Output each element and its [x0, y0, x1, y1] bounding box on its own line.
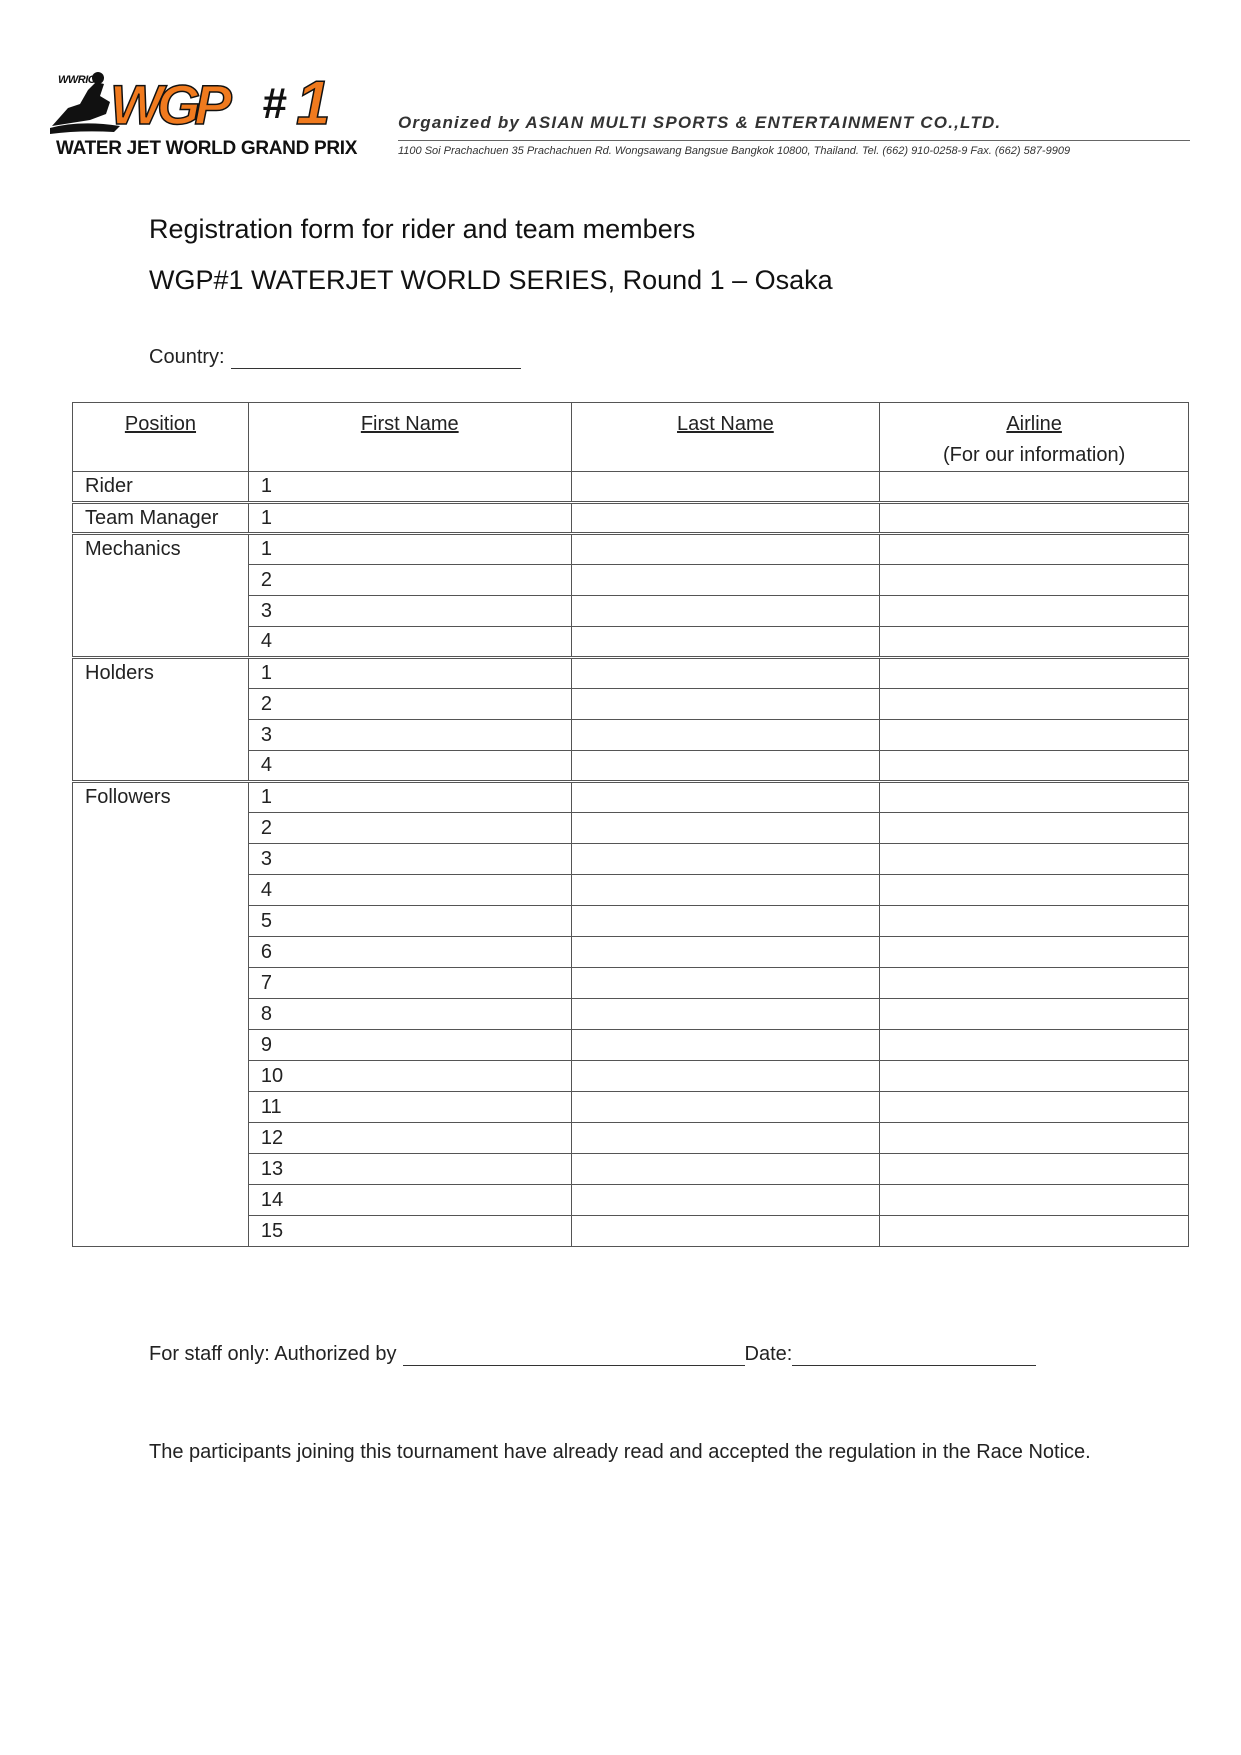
- airline-cell[interactable]: [880, 1030, 1189, 1061]
- first-name-cell[interactable]: 3: [248, 596, 571, 627]
- event-subtitle: WGP#1 WATERJET WORLD SERIES, Round 1 – Osaka: [149, 265, 833, 295]
- first-name-cell[interactable]: 9: [248, 1030, 571, 1061]
- first-name-cell[interactable]: 1: [248, 658, 571, 689]
- table-row: [73, 658, 1189, 689]
- last-name-cell[interactable]: [571, 875, 880, 906]
- first-name-cell[interactable]: 15: [248, 1216, 571, 1247]
- first-name-cell[interactable]: 6: [248, 937, 571, 968]
- first-name-cell[interactable]: 4: [248, 875, 571, 906]
- last-name-cell[interactable]: [571, 751, 880, 782]
- position-cell: Team Manager: [73, 503, 249, 534]
- airline-cell[interactable]: [880, 782, 1189, 813]
- header-divider: [398, 140, 1190, 141]
- airline-cell[interactable]: [880, 813, 1189, 844]
- last-name-cell[interactable]: [571, 999, 880, 1030]
- svg-text:1: 1: [296, 69, 331, 138]
- last-name-cell[interactable]: [571, 627, 880, 658]
- table-row: [73, 782, 1189, 813]
- airline-cell[interactable]: [880, 844, 1189, 875]
- organizer-text: Organized by ASIAN MULTI SPORTS & ENTERTAINMENT CO.,LTD.: [398, 113, 1002, 132]
- airline-cell[interactable]: [880, 968, 1189, 999]
- authorized-by-blank-line[interactable]: [403, 1345, 745, 1366]
- first-name-cell[interactable]: 13: [248, 1154, 571, 1185]
- last-name-cell[interactable]: [571, 720, 880, 751]
- last-name-cell[interactable]: [571, 534, 880, 565]
- airline-cell[interactable]: [880, 658, 1189, 689]
- airline-cell[interactable]: [880, 1154, 1189, 1185]
- first-name-cell[interactable]: 1: [248, 472, 571, 503]
- position-cell: Followers: [73, 782, 249, 1247]
- authorized-by-label: For staff only: Authorized by: [149, 1343, 397, 1365]
- first-name-cell[interactable]: 2: [248, 565, 571, 596]
- airline-cell[interactable]: [880, 1061, 1189, 1092]
- airline-cell[interactable]: [880, 1216, 1189, 1247]
- table-row: [73, 472, 1189, 503]
- first-name-cell[interactable]: 3: [248, 844, 571, 875]
- header-airline: Airline (For our information): [880, 403, 1189, 472]
- form-title: Registration form for rider and team members: [149, 214, 696, 244]
- table-header-row: [73, 403, 1189, 472]
- last-name-cell[interactable]: [571, 1123, 880, 1154]
- last-name-cell[interactable]: [571, 844, 880, 875]
- position-cell: Holders: [73, 658, 249, 782]
- header-last-name: Last Name: [571, 403, 880, 472]
- page-header: [0, 0, 1241, 175]
- header-position: Position: [73, 403, 249, 472]
- wgp-logo: [50, 68, 380, 168]
- first-name-cell[interactable]: 11: [248, 1092, 571, 1123]
- airline-cell[interactable]: [880, 565, 1189, 596]
- last-name-cell[interactable]: [571, 1092, 880, 1123]
- last-name-cell[interactable]: [571, 472, 880, 503]
- airline-cell[interactable]: [880, 720, 1189, 751]
- date-label: Date:: [744, 1343, 793, 1365]
- airline-cell[interactable]: [880, 937, 1189, 968]
- airline-cell[interactable]: [880, 503, 1189, 534]
- first-name-cell[interactable]: 1: [248, 503, 571, 534]
- first-name-cell[interactable]: 12: [248, 1123, 571, 1154]
- date-blank-line[interactable]: [792, 1345, 1036, 1366]
- country-blank-line[interactable]: [231, 348, 521, 369]
- airline-cell[interactable]: [880, 875, 1189, 906]
- airline-cell[interactable]: [880, 906, 1189, 937]
- registration-table: [72, 402, 1189, 1247]
- airline-cell[interactable]: [880, 1185, 1189, 1216]
- last-name-cell[interactable]: [571, 689, 880, 720]
- last-name-cell[interactable]: [571, 937, 880, 968]
- airline-cell[interactable]: [880, 999, 1189, 1030]
- airline-cell[interactable]: [880, 596, 1189, 627]
- last-name-cell[interactable]: [571, 565, 880, 596]
- airline-cell[interactable]: [880, 534, 1189, 565]
- first-name-cell[interactable]: 4: [248, 627, 571, 658]
- last-name-cell[interactable]: [571, 968, 880, 999]
- first-name-cell[interactable]: 4: [248, 751, 571, 782]
- first-name-cell[interactable]: 10: [248, 1061, 571, 1092]
- last-name-cell[interactable]: [571, 1216, 880, 1247]
- last-name-cell[interactable]: [571, 1061, 880, 1092]
- staff-authorization: [149, 1343, 1036, 1366]
- jet-ski-rider-logo-icon: [50, 68, 380, 140]
- position-cell: Mechanics: [73, 534, 249, 658]
- header-first-name: First Name: [248, 403, 571, 472]
- airline-cell[interactable]: [880, 472, 1189, 503]
- last-name-cell[interactable]: [571, 1185, 880, 1216]
- last-name-cell[interactable]: [571, 1154, 880, 1185]
- airline-cell[interactable]: [880, 689, 1189, 720]
- first-name-cell[interactable]: 2: [248, 689, 571, 720]
- last-name-cell[interactable]: [571, 813, 880, 844]
- logo-small-text: WWRIO: [58, 74, 96, 86]
- airline-cell[interactable]: [880, 751, 1189, 782]
- country-field[interactable]: [149, 346, 521, 369]
- airline-cell[interactable]: [880, 1123, 1189, 1154]
- first-name-cell[interactable]: 14: [248, 1185, 571, 1216]
- last-name-cell[interactable]: [571, 503, 880, 534]
- country-label: Country:: [149, 346, 225, 368]
- last-name-cell[interactable]: [571, 658, 880, 689]
- airline-cell[interactable]: [880, 627, 1189, 658]
- table-row: [73, 534, 1189, 565]
- svg-text:WGP: WGP: [110, 73, 226, 136]
- regulation-note: The participants joining this tournament have already read and accepted the regulation in the Race Notice.: [149, 1441, 1091, 1463]
- last-name-cell[interactable]: [571, 1030, 880, 1061]
- last-name-cell[interactable]: [571, 782, 880, 813]
- first-name-cell[interactable]: 3: [248, 720, 571, 751]
- first-name-cell[interactable]: 8: [248, 999, 571, 1030]
- last-name-cell[interactable]: [571, 596, 880, 627]
- organizer-address: 1100 Soi Prachachuen 35 Prachachuen Rd. Wongsawang Bangsue Bangkok 10800, Thailand. Tel. (662) 910-0258-9 Fax. (662) 587-9909: [398, 145, 1071, 157]
- first-name-cell[interactable]: 1: [248, 782, 571, 813]
- first-name-cell[interactable]: 1: [248, 534, 571, 565]
- first-name-cell[interactable]: 5: [248, 906, 571, 937]
- first-name-cell[interactable]: 2: [248, 813, 571, 844]
- logo-tagline: WATER JET WORLD GRAND PRIX: [56, 138, 358, 159]
- last-name-cell[interactable]: [571, 906, 880, 937]
- position-cell: Rider: [73, 472, 249, 503]
- first-name-cell[interactable]: 7: [248, 968, 571, 999]
- svg-text:#: #: [262, 79, 287, 128]
- table-row: [73, 503, 1189, 534]
- airline-cell[interactable]: [880, 1092, 1189, 1123]
